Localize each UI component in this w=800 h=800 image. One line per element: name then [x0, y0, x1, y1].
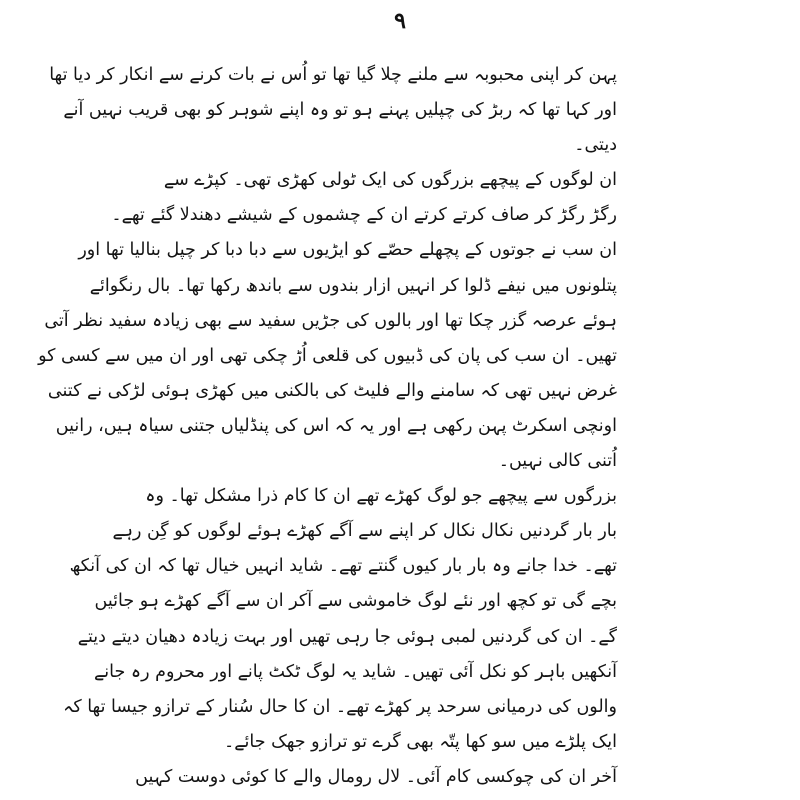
text-line: پہن کر اپنی محبوبہ سے ملنے چلا گیا تھا تو اُس نے بات کرنے سے انکار کر دیا تھا	[49, 65, 617, 85]
page-number: ۹	[394, 8, 406, 34]
text-line: تھیں۔ ان سب کی پان کی ڈبیوں کی قلعی اُڑ چکی تھی اور ان میں سے کسی کو	[38, 345, 617, 366]
text-line: دیتی۔	[574, 135, 617, 156]
text-line: آنکھیں باہر کو نکل آئی تھیں۔ شاید یہ لوگ ٹکٹ پانے اور محروم رہ جانے	[94, 661, 617, 682]
text-line: اُتنی کالی نہیں۔	[498, 451, 617, 472]
text-line: رگڑ رگڑ کر صاف کرتے کرتے ان کے چشموں کے شیشے دھندلا گئے تھے۔	[111, 205, 617, 226]
text-line: ایک پلڑے میں سو کھا پتّہ بھی گرے تو ترازو جھک جائے۔	[223, 731, 617, 752]
text-line: ہوئے عرصہ گزر چکا تھا اور بالوں کی جڑیں سفید سے بھی زیادہ سفید نظر آتی	[44, 310, 617, 331]
body-text	[38, 58, 617, 795]
text-line: غرض نہیں تھی کہ سامنے والے فلیٹ کی بالکنی میں کھڑی ہوئی لڑکی نے کتنی	[47, 380, 617, 401]
text-line: بار بار گردنیں نکال نکال کر اپنے سے آگے کھڑے ہوئے لوگوں کو گِن رہے	[112, 521, 617, 542]
text-line: والوں کی درمیانی سرحد پر کھڑے تھے۔ ان کا حال سُنار کے ترازو جیسا تھا کہ	[63, 696, 617, 717]
text-line: بزرگوں سے پیچھے جو لوگ کھڑے تھے ان کا کام ذرا مشکل تھا۔ وہ	[145, 486, 617, 507]
text-line: اونچی اسکرٹ پہن رکھی ہے اور یہ کہ اس کی پنڈلیاں جتنی سیاہ ہیں، رانیں	[55, 415, 617, 436]
text-line: بچے گی تو کچھ اور نئے لوگ خاموشی سے آکر ان سے آگے کھڑے ہو جائیں	[94, 591, 617, 612]
text-line: گے۔ ان کی گردنیں لمبی ہوئی جا رہی تھیں اور بہت زیادہ دھیان دیتے دیتے	[77, 626, 617, 647]
text-line: آخر ان کی چوکسی کام آئی۔ لال رومال والے کا کوئی دوست کہیں	[135, 766, 617, 787]
text-line: تھے۔ خدا جانے وہ بار بار کیوں گنتے تھے۔ شاید انہیں خیال تھا کہ ان کی آنکھ	[69, 556, 617, 577]
text-line: ان لوگوں کے پیچھے بزرگوں کی ایک ٹولی کھڑی تھی۔ کپڑے سے	[163, 170, 617, 191]
text-line: پتلونوں میں نیفے ڈلوا کر انہیں ازار بندوں سے باندھ رکھا تھا۔ بال رنگوائے	[89, 275, 617, 296]
text-line: ان سب نے جوتوں کے پچھلے حصّے کو ایڑیوں سے دبا دبا کر چپل بنالیا تھا اور	[78, 240, 617, 261]
text-line: اور کہا تھا کہ ربڑ کی چپلیں پہنے ہو تو وہ اپنے شوہر کو بھی قریب نہیں آنے	[63, 100, 617, 121]
